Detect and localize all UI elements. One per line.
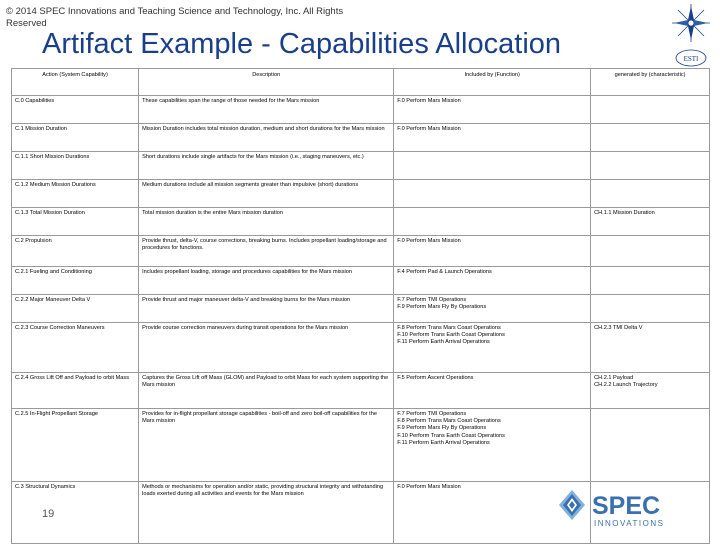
- table-row: [12, 152, 710, 180]
- cell-characteristic: CH.1.1 Mission Duration: [591, 208, 710, 236]
- cell-function: F.7 Perform TMI Operations F.8 Perform Trans Mars Coast Operations F.9 Perform Mars Fly By Operations F.10 Perform Trans Earth Coast Operations F.11 Perform Earth Arrival Operations: [394, 409, 591, 482]
- cell-characteristic: [591, 236, 710, 267]
- table-body: [12, 96, 710, 544]
- cell-action: C.3 Structural Dynamics: [12, 482, 139, 544]
- cell-description: Provide thrust and major maneuver delta-V and breaking burns for the Mars mission: [139, 295, 394, 323]
- cell-description: Captures the Gross Lift off Mass (GLOM) and Payload to orbit Mass for each system supporting the Mars mission: [139, 373, 394, 409]
- table-row: [12, 323, 710, 373]
- cell-description: Methods or mechanisms for operation and/or static, providing structural integrity and withstanding loads exerted during all activities and events for the Mars mission: [139, 482, 394, 544]
- capabilities-allocation-table: [11, 68, 710, 544]
- cell-function: F.8 Perform Trans Mars Coast Operations F.10 Perform Trans Earth Coast Operations F.11 Perform Earth Arrival Operations: [394, 323, 591, 373]
- cell-action: C.1 Mission Duration: [12, 124, 139, 152]
- column-header-function: Included by (Function): [394, 69, 591, 96]
- cell-description: Provide course correction maneuvers during transit operations for the Mars mission: [139, 323, 394, 373]
- table-row: [12, 180, 710, 208]
- cell-description: Provides for in-flight propellant storage capabilities - boil-off and zero boil-off capabilities for the Mars mission: [139, 409, 394, 482]
- table-row: [12, 236, 710, 267]
- table-row: [12, 373, 710, 409]
- cell-description: Short durations include single artifacts for the Mars mission (i.e., staging maneuvers, etc.): [139, 152, 394, 180]
- cell-action: C.2.1 Fueling and Conditioning: [12, 267, 139, 295]
- column-header-action: Action (System Capability): [12, 69, 139, 96]
- table-row: [12, 208, 710, 236]
- cell-characteristic: [591, 180, 710, 208]
- column-header-description: Description: [139, 69, 394, 96]
- cell-action: C.1.3 Total Mission Duration: [12, 208, 139, 236]
- cell-action: C.2.3 Course Correction Maneuvers: [12, 323, 139, 373]
- slide-title: Artifact Example - Capabilities Allocation: [42, 28, 562, 60]
- cell-function: F.0 Perform Mars Mission: [394, 482, 591, 544]
- cell-characteristic: [591, 152, 710, 180]
- cell-function: [394, 180, 591, 208]
- cell-function: [394, 152, 591, 180]
- cell-description: Medium durations include all mission segments greater than impulsive (short) durations: [139, 180, 394, 208]
- cell-characteristic: [591, 295, 710, 323]
- cell-description: Provide thrust, delta-V, course corrections, breaking burns. Includes propellant loading/storage and procedures for functions.: [139, 236, 394, 267]
- cell-description: Total mission duration is the entire Mars mission duration: [139, 208, 394, 236]
- spec-logo-text: SPEC: [592, 492, 661, 520]
- table-row: [12, 124, 710, 152]
- table-row: [12, 96, 710, 124]
- spec-innovations-logo: [558, 488, 698, 530]
- table-row: [12, 409, 710, 482]
- cell-characteristic: [591, 409, 710, 482]
- column-header-characteristic: generated by (characteristic): [591, 69, 710, 96]
- cell-function: F.0 Perform Mars Mission: [394, 124, 591, 152]
- cell-characteristic: [591, 267, 710, 295]
- cell-action: C.2 Propulsion: [12, 236, 139, 267]
- slide-number: 19: [42, 508, 55, 520]
- cell-function: F.7 Perform TMI Operations F.9 Perform Mars Fly By Operations: [394, 295, 591, 323]
- table-header-row: [12, 69, 710, 96]
- cell-description: Mission Duration includes total mission duration, medium and short durations for the Mars mission: [139, 124, 394, 152]
- cell-function: F.4 Perform Pad & Launch Operations: [394, 267, 591, 295]
- cell-characteristic: CH.2.3 TMI Delta V: [591, 323, 710, 373]
- cell-action: C.2.2 Major Maneuver Delta V: [12, 295, 139, 323]
- cell-function: F.0 Perform Mars Mission: [394, 236, 591, 267]
- cell-description: These capabilities span the range of those needed for the Mars mission: [139, 96, 394, 124]
- cell-characteristic: [591, 96, 710, 124]
- cell-action: C.1.2 Medium Mission Durations: [12, 180, 139, 208]
- cell-action: C.2.5 In-Flight Propellant Storage: [12, 409, 139, 482]
- table-row: [12, 267, 710, 295]
- cell-action: C.0 Capabilities: [12, 96, 139, 124]
- esti-compass-logo: [664, 2, 718, 68]
- table-row: [12, 295, 710, 323]
- cell-action: C.2.4 Gross Lift Off and Payload to orbit Mass: [12, 373, 139, 409]
- copyright-notice: © 2014 SPEC Innovations and Teaching Science and Technology, Inc. All Rights Reserved: [6, 6, 344, 29]
- innovations-logo-text: INNOVATIONS: [594, 519, 665, 528]
- cell-characteristic: CH.2.1 Payload CH.2.2 Launch Trajectory: [591, 373, 710, 409]
- esti-text: ESTI: [683, 55, 699, 63]
- cell-characteristic: [591, 124, 710, 152]
- cell-function: [394, 208, 591, 236]
- cell-function: F.5 Perform Ascent Operations: [394, 373, 591, 409]
- cell-description: Includes propellant loading, storage and procedures capabilities for the Mars mission: [139, 267, 394, 295]
- cell-action: C.1.1 Short Mission Durations: [12, 152, 139, 180]
- spec-diamond-icon: [559, 490, 585, 520]
- cell-function: F.0 Perform Mars Mission: [394, 96, 591, 124]
